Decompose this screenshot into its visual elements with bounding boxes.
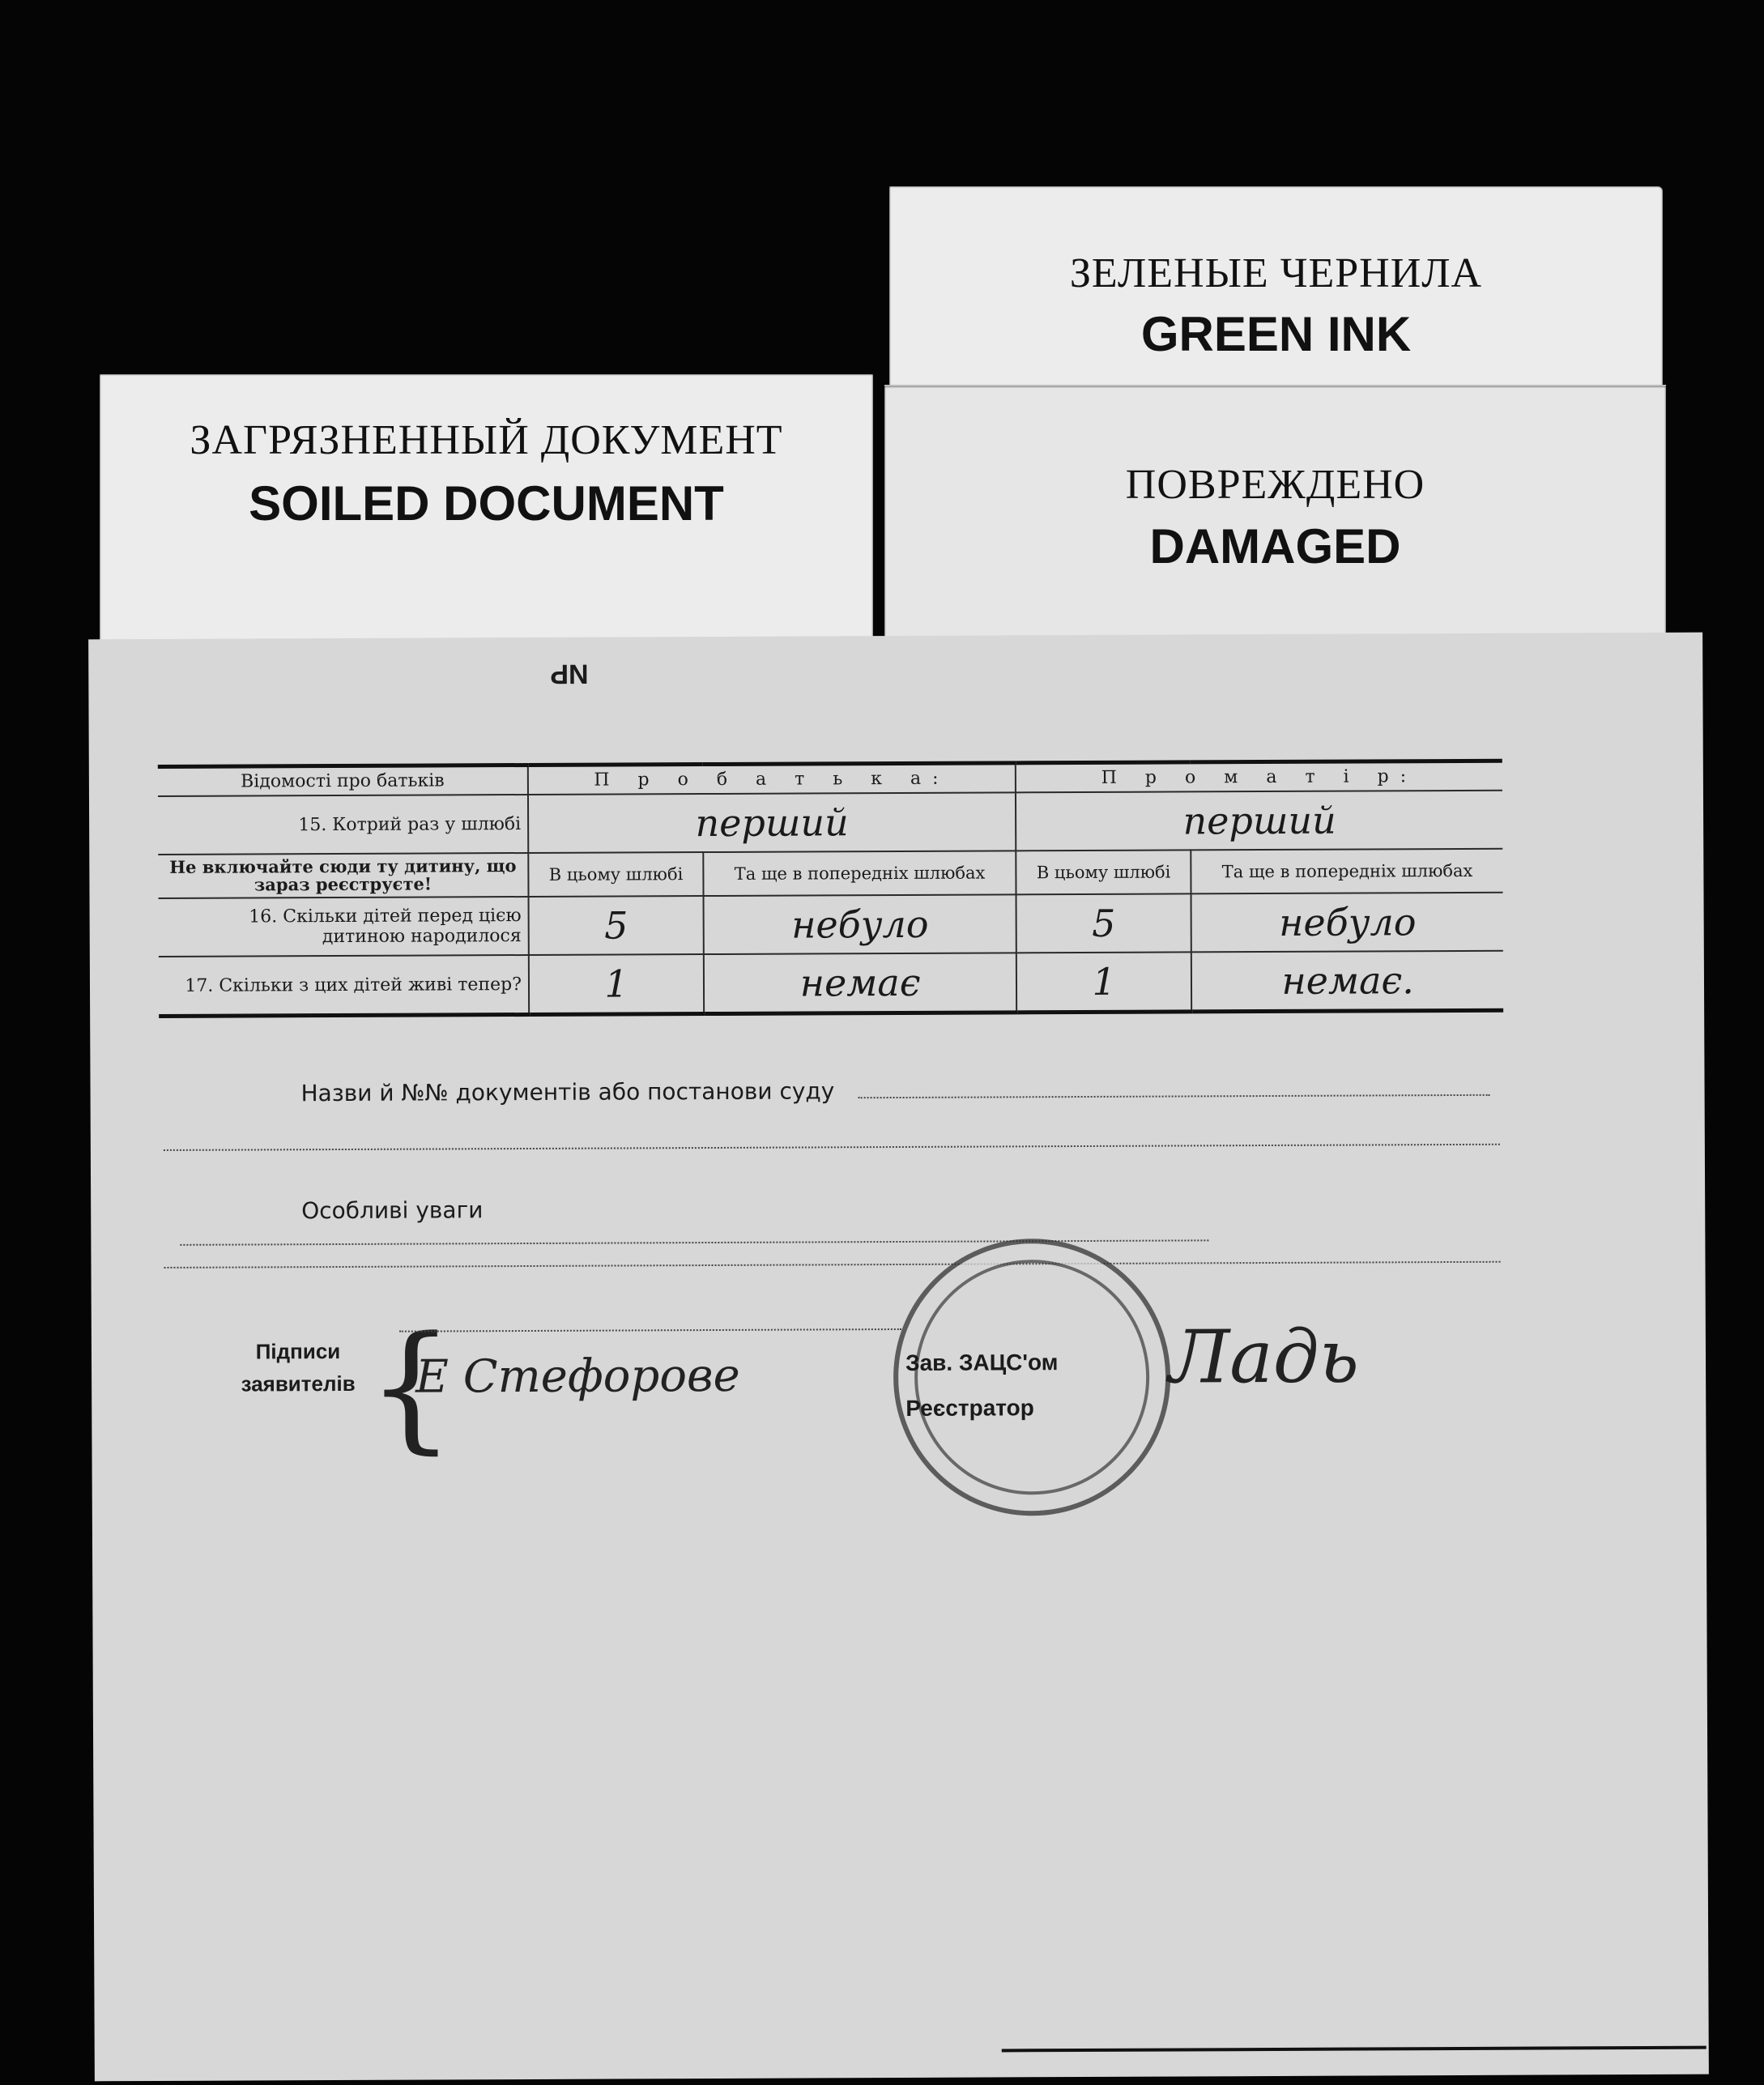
row17-mother-prev: немає. <box>1191 951 1503 1012</box>
row17-father-this: 1 <box>529 954 705 1014</box>
mother-prev-marriages-header: Та ще в попередніх шлюбах <box>1191 849 1503 894</box>
row15-mother-value: перший <box>1016 791 1502 851</box>
header-mother: П р о м а т і р: <box>1016 761 1502 792</box>
header-label: Відомості про батьків <box>158 765 528 795</box>
header-father: П р о б а т ь к а: <box>528 763 1016 795</box>
damaged-card <box>884 385 1666 654</box>
documents-dots <box>858 1094 1489 1098</box>
notes-line <box>164 1192 1500 1251</box>
head-label: Зав. ЗАЦС'ом <box>905 1349 1059 1375</box>
soiled-ru-label: ЗАГРЯЗНЕННЫЙ ДОКУМЕНТ <box>190 417 783 463</box>
row15-label: 15. Котрий раз у шлюбі <box>158 795 528 855</box>
row17-mother-this: 1 <box>1016 952 1192 1012</box>
green-en-label: GREEN INK <box>1140 307 1412 361</box>
note-row <box>158 849 1502 898</box>
row15-father-value: перший <box>528 792 1016 853</box>
row17-label: 17. Скільки з цих дітей живі тепер? <box>159 955 529 1016</box>
row16-father-prev: небуло <box>704 894 1016 954</box>
documents-line <box>164 1075 1500 1107</box>
soiled-document-card <box>100 374 873 642</box>
applicant-signature-line <box>399 1328 901 1332</box>
row16-mother-this: 5 <box>1016 893 1192 953</box>
father-prev-marriages-header: Та ще в попередніх шлюбах <box>703 851 1016 896</box>
row-17 <box>159 951 1503 1017</box>
green-ru-label: ЗЕЛЕНЫЕ ЧЕРНИЛА <box>1069 250 1483 296</box>
applicant-signature: Е Стефорове <box>415 1349 740 1404</box>
mother-this-marriage-header: В цьому шлюбі <box>1016 850 1191 894</box>
documents-label: Назви й №№ документів або постанови суду <box>300 1077 835 1107</box>
exclude-note: Не включайте сюди ту дитину, що зараз реєструєте! <box>158 853 528 898</box>
registrar-label: Реєстратор <box>905 1395 1034 1421</box>
row-15 <box>158 791 1502 855</box>
damaged-en-label: DAMAGED <box>1149 519 1401 573</box>
row16-mother-prev: небуло <box>1191 893 1503 953</box>
notes-second-line <box>164 1253 1500 1268</box>
signatures-label: Підписи заявителів <box>241 1339 356 1396</box>
registrar-signature: Ладь <box>1168 1314 1360 1401</box>
documents-second-line <box>164 1136 1500 1151</box>
notes-label: Особливі уваги <box>301 1196 484 1225</box>
signature-brace: { <box>366 1307 455 1468</box>
parents-info-table <box>158 759 1503 1018</box>
father-this-marriage-header: В цьому шлюбі <box>528 852 703 897</box>
bottom-rule <box>1002 2046 1706 2053</box>
corner-mark: NP <box>550 658 589 689</box>
soiled-en-label: SOILED DOCUMENT <box>249 476 724 531</box>
registrar-block <box>905 1340 1059 1431</box>
row-16 <box>159 893 1503 957</box>
row16-father-this: 5 <box>529 896 705 955</box>
row16-label: 16. Скільки дітей перед цією дитиною народилося <box>159 897 529 957</box>
registration-form-page <box>88 633 1709 2082</box>
row17-father-prev: немає <box>704 953 1016 1013</box>
green-ink-card <box>889 186 1663 413</box>
damaged-ru-label: ПОВРЕЖДЕНО <box>1125 462 1425 508</box>
